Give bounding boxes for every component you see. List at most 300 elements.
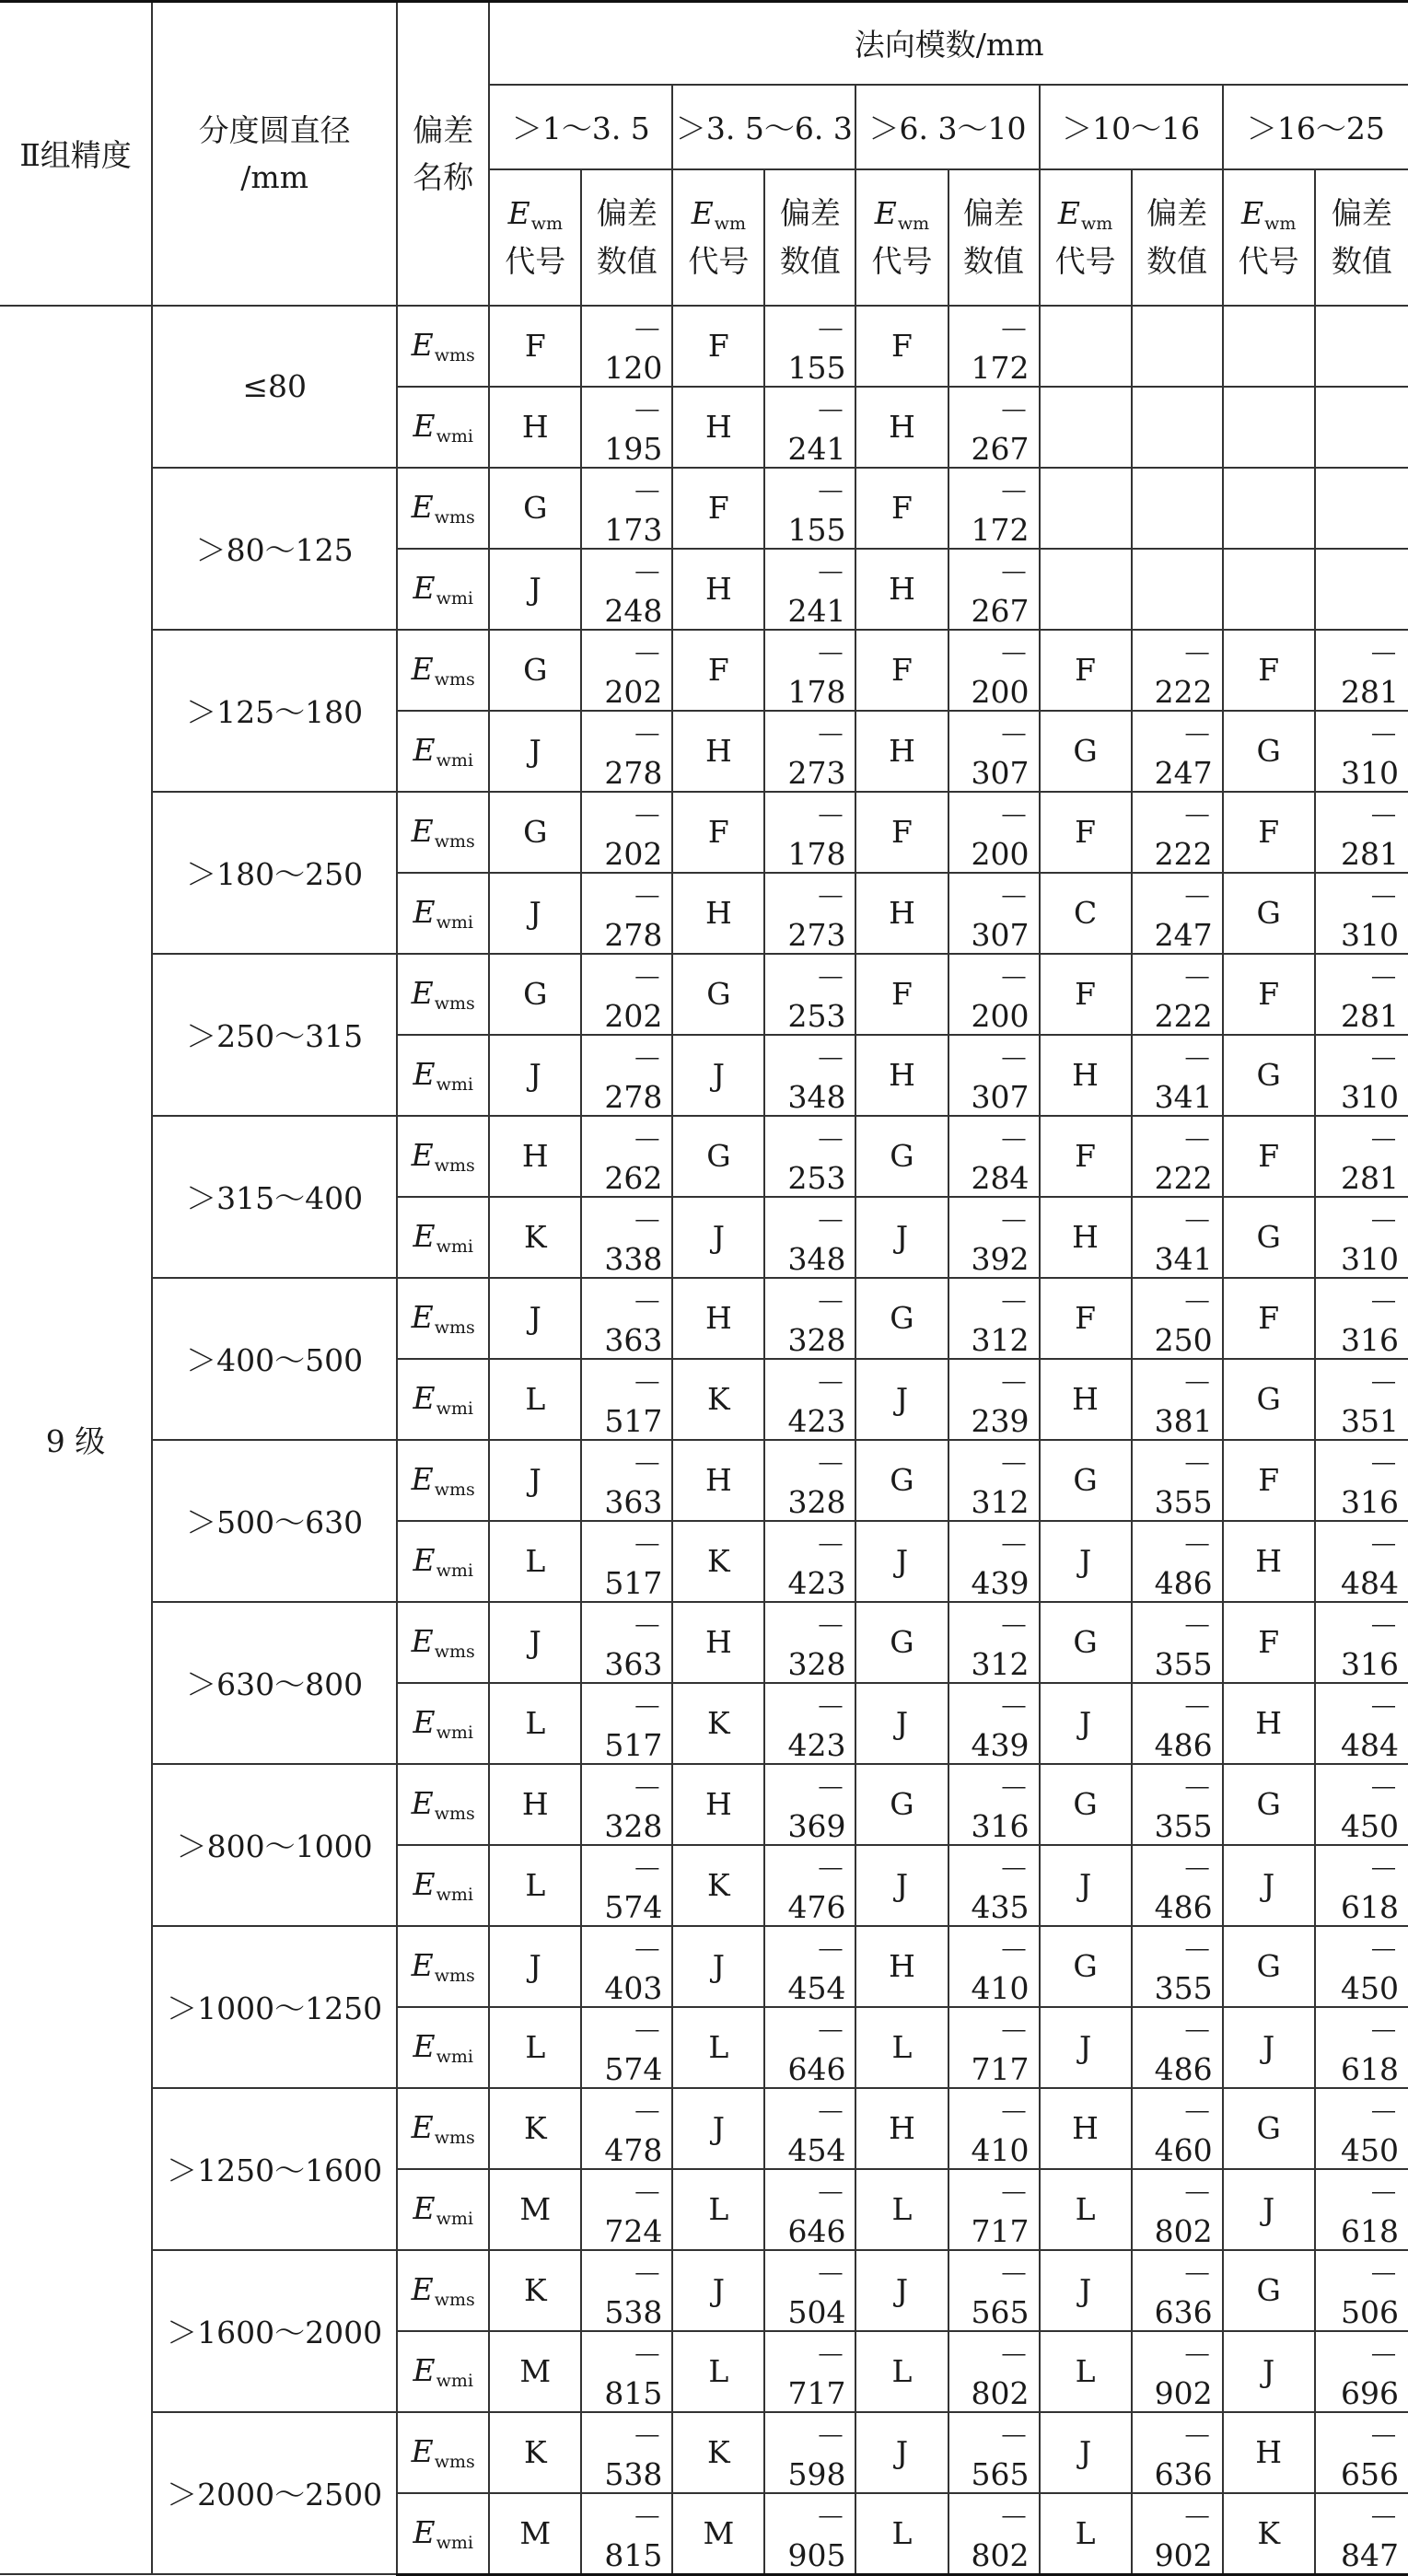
precision-group-header: Ⅱ组精度 [0, 2, 152, 306]
ewms-symbol-letter: E [411, 812, 434, 849]
deviation-code-cell: H [672, 711, 764, 792]
deviation-value-cell: －178 [764, 630, 855, 711]
ewmi-symbol-subscript: wmi [436, 2046, 473, 2067]
code-column-header [855, 169, 948, 306]
module-range-header: ＞6. 3～10 [855, 85, 1039, 169]
value-label-line2: 数值 [963, 242, 1025, 279]
diameter-range-cell: ＞500～630 [152, 1440, 397, 1602]
deviation-code-cell: J [489, 1926, 581, 2007]
deviation-value-cell: －410 [948, 2088, 1040, 2169]
deviation-code-cell: F [855, 306, 948, 387]
deviation-code-cell: L [855, 2493, 948, 2575]
deviation-code-cell: F [855, 792, 948, 873]
deviation-code-cell: H [489, 1764, 581, 1845]
deviation-code-cell: H [855, 711, 948, 792]
deviation-code-cell: F [855, 954, 948, 1035]
ewmi-symbol-subscript: wmi [436, 1884, 473, 1905]
diameter-range-cell: ＞315～400 [152, 1116, 397, 1278]
deviation-code-cell: G [489, 792, 581, 873]
deviation-value-cell: －281 [1315, 954, 1408, 1035]
ewmi-symbol-letter: E [413, 893, 436, 930]
deviation-code-cell: G [489, 630, 581, 711]
deviation-value-cell: －307 [948, 1035, 1040, 1116]
deviation-value-cell: －618 [1315, 2169, 1408, 2250]
ewms-symbol [411, 1622, 475, 1662]
deviation-code-cell: H [672, 873, 764, 954]
ewmi-symbol-letter: E [413, 2351, 436, 2388]
ewms-symbol [411, 974, 475, 1014]
table-row [0, 1116, 1408, 1197]
ewms-symbol-letter: E [411, 1946, 434, 1983]
deviation-code-cell: G [1223, 711, 1315, 792]
deviation-value-cell: －328 [764, 1440, 855, 1521]
deviation-value-cell: －656 [1315, 2412, 1408, 2493]
ewmi-symbol-subscript: wmi [436, 2208, 473, 2229]
ewms-symbol [411, 650, 475, 690]
deviation-value-cell [1132, 306, 1223, 387]
deviation-value-cell: －281 [1315, 1116, 1408, 1197]
deviation-code-cell: K [489, 2412, 581, 2493]
deviation-code-cell: G [1223, 1926, 1315, 2007]
deviation-code-cell: L [855, 2007, 948, 2088]
deviation-code-cell: G [1223, 1035, 1315, 1116]
deviation-code-cell: J [672, 1197, 764, 1278]
value-label-line2: 数值 [1146, 242, 1208, 279]
deviation-value-cell: －316 [1315, 1440, 1408, 1521]
ewmi-symbol [413, 1865, 473, 1905]
deviation-value-cell: －202 [581, 792, 672, 873]
deviation-code-cell: K [672, 1521, 764, 1602]
deviation-value-cell: －439 [948, 1521, 1040, 1602]
deviation-code-cell: L [489, 1521, 581, 1602]
ewm-symbol-letter: E [507, 194, 530, 231]
ewmi-symbol [413, 2351, 473, 2391]
deviation-value-cell: －312 [948, 1278, 1040, 1359]
deviation-value-cell: －278 [581, 873, 672, 954]
ewms-symbol-letter: E [411, 1784, 434, 1821]
ewm-symbol-letter: E [1240, 194, 1264, 231]
ewmi-symbol [413, 1055, 473, 1095]
deviation-value-cell: －369 [764, 1764, 855, 1845]
table-row [0, 1440, 1408, 1521]
deviation-value-cell: －328 [764, 1278, 855, 1359]
ewms-symbol-subscript: wms [434, 992, 475, 1014]
table-row [0, 2250, 1408, 2331]
deviation-value-cell: －348 [764, 1197, 855, 1278]
deviation-code-cell: H [1223, 2412, 1315, 2493]
deviation-code-cell: G [855, 1602, 948, 1683]
ewms-symbol [411, 2432, 475, 2472]
deviation-value-cell: －454 [764, 1926, 855, 2007]
deviation-code-cell: K [672, 2412, 764, 2493]
ewms-symbol [411, 1136, 475, 1176]
ewmi-name-cell [397, 1035, 489, 1116]
ewm-symbol-subscript: wm [1264, 213, 1297, 234]
deviation-value-cell: －341 [1132, 1197, 1223, 1278]
deviation-value-cell: －262 [581, 1116, 672, 1197]
table-row [0, 2088, 1408, 2169]
deviation-code-cell: L [1040, 2493, 1132, 2575]
ewmi-symbol [413, 407, 473, 447]
deviation-code-cell: G [1223, 1359, 1315, 1440]
ewmi-symbol [413, 1703, 473, 1743]
ewmi-symbol-subscript: wmi [436, 1236, 473, 1257]
deviation-code-cell: J [855, 1359, 948, 1440]
deviation-code-cell: H [1223, 1521, 1315, 1602]
deviation-code-cell: G [1040, 1602, 1132, 1683]
ewms-symbol-subscript: wms [434, 668, 475, 690]
deviation-value-cell [1132, 387, 1223, 468]
value-column-header [764, 169, 855, 306]
value-label-line1: 偏差 [1146, 195, 1208, 232]
deviation-value-cell: －348 [764, 1035, 855, 1116]
deviation-name-header [397, 2, 489, 306]
ewmi-name-cell [397, 2007, 489, 2088]
ewmi-symbol-subscript: wmi [436, 911, 473, 933]
value-column-header [581, 169, 672, 306]
ewmi-symbol-subscript: wmi [436, 425, 473, 447]
deviation-value-cell: －574 [581, 2007, 672, 2088]
table-row [0, 2412, 1408, 2493]
deviation-code-cell: H [672, 387, 764, 468]
deviation-value-cell: －636 [1132, 2412, 1223, 2493]
deviation-value-cell: －278 [581, 1035, 672, 1116]
ewm-symbol-letter: E [874, 194, 897, 231]
ewmi-symbol [413, 2189, 473, 2229]
deviation-value-cell: －241 [764, 387, 855, 468]
ewmi-symbol [413, 2513, 473, 2553]
ewms-symbol-letter: E [411, 488, 434, 525]
diameter-range-cell: ＞800～1000 [152, 1764, 397, 1926]
ewms-symbol [411, 1784, 475, 1824]
ewmi-symbol-subscript: wmi [436, 2532, 473, 2553]
ewm-symbol [507, 194, 563, 234]
deviation-value-cell: －724 [581, 2169, 672, 2250]
deviation-code-cell: M [489, 2493, 581, 2575]
deviation-code-cell: L [672, 2169, 764, 2250]
table-row [0, 468, 1408, 549]
module-range-header: ＞16～25 [1223, 85, 1408, 169]
deviation-value-cell: －200 [948, 954, 1040, 1035]
deviation-value-cell: －247 [1132, 873, 1223, 954]
deviation-code-cell: J [489, 1602, 581, 1683]
deviation-value-cell: －905 [764, 2493, 855, 2575]
ewms-symbol-subscript: wms [434, 1155, 475, 1176]
deviation-value-cell [1315, 387, 1408, 468]
deviation-code-cell: J [1223, 2007, 1315, 2088]
deviation-code-cell [1223, 387, 1315, 468]
header-row-top [0, 2, 1408, 85]
deviation-code-cell: G [855, 1764, 948, 1845]
ewms-symbol-subscript: wms [434, 344, 475, 366]
code-label: 代号 [505, 243, 566, 280]
ewms-name-cell [397, 2250, 489, 2331]
ewms-name-cell [397, 630, 489, 711]
deviation-code-cell: L [672, 2331, 764, 2412]
deviation-code-cell: K [672, 1683, 764, 1764]
deviation-value-cell: －565 [948, 2412, 1040, 2493]
deviation-value-cell: －486 [1132, 1683, 1223, 1764]
deviation-value-cell: －802 [1132, 2169, 1223, 2250]
deviation-value-cell: －328 [581, 1764, 672, 1845]
deviation-value-cell: －284 [948, 1116, 1040, 1197]
deviation-value-cell: －363 [581, 1440, 672, 1521]
deviation-value-cell [1315, 468, 1408, 549]
ewms-name-cell [397, 468, 489, 549]
ewmi-name-cell [397, 2331, 489, 2412]
code-column-header [489, 169, 581, 306]
ewms-symbol-subscript: wms [434, 1641, 475, 1662]
deviation-value-cell: －172 [948, 306, 1040, 387]
deviation-value-cell: －696 [1315, 2331, 1408, 2412]
ewms-symbol-letter: E [411, 1460, 434, 1497]
deviation-value-cell: －310 [1315, 873, 1408, 954]
ewm-symbol-letter: E [691, 194, 714, 231]
diameter-range-cell: ＞250～315 [152, 954, 397, 1116]
ewms-name-cell [397, 2412, 489, 2493]
ewmi-name-cell [397, 387, 489, 468]
value-column-header [1315, 169, 1408, 306]
ewms-symbol [411, 2108, 475, 2148]
deviation-code-cell: J [489, 1035, 581, 1116]
ewmi-symbol-letter: E [413, 2513, 436, 2550]
ewmi-symbol-letter: E [413, 731, 436, 768]
deviation-code-cell: J [672, 1926, 764, 2007]
deviation-code-cell: J [1223, 1845, 1315, 1926]
deviation-code-cell: J [1040, 1521, 1132, 1602]
deviation-value-cell: －423 [764, 1359, 855, 1440]
deviation-code-cell: H [855, 387, 948, 468]
ewmi-symbol-subscript: wmi [436, 1560, 473, 1581]
deviation-code-cell: H [1040, 1197, 1132, 1278]
deviation-code-cell: F [1040, 792, 1132, 873]
deviation-value-cell: －476 [764, 1845, 855, 1926]
ewm-symbol-subscript: wm [714, 213, 747, 234]
deviation-value-cell: －717 [764, 2331, 855, 2412]
deviation-value-cell: －423 [764, 1521, 855, 1602]
deviation-name-line2: 名称 [413, 158, 474, 195]
ewmi-symbol-subscript: wmi [436, 587, 473, 609]
deviation-value-cell: －460 [1132, 2088, 1223, 2169]
deviation-code-cell: H [1040, 2088, 1132, 2169]
deviation-value-cell: －486 [1132, 1521, 1223, 1602]
deviation-code-cell: H [672, 1278, 764, 1359]
deviation-code-cell: J [1040, 1683, 1132, 1764]
deviation-code-cell: F [1040, 954, 1132, 1035]
ewms-symbol [411, 812, 475, 852]
deviation-code-cell: F [1223, 630, 1315, 711]
deviation-code-cell: H [672, 1764, 764, 1845]
ewms-name-cell [397, 1764, 489, 1845]
deviation-code-cell: H [1223, 1683, 1315, 1764]
table-row [0, 1602, 1408, 1683]
ewmi-symbol [413, 731, 473, 771]
ewmi-symbol-letter: E [413, 1541, 436, 1578]
deviation-value-cell: －253 [764, 954, 855, 1035]
deviation-value-cell: －155 [764, 468, 855, 549]
ewmi-symbol-letter: E [413, 2027, 436, 2064]
deviation-value-cell: －435 [948, 1845, 1040, 1926]
deviation-code-cell: F [1040, 1278, 1132, 1359]
deviation-code-cell: M [489, 2169, 581, 2250]
ewms-symbol [411, 1946, 475, 1986]
deviation-value-cell: －618 [1315, 1845, 1408, 1926]
deviation-code-cell: G [1223, 1197, 1315, 1278]
deviation-value-cell: －517 [581, 1359, 672, 1440]
deviation-code-cell: G [1040, 1926, 1132, 2007]
deviation-value-cell: －267 [948, 549, 1040, 630]
ewms-symbol-letter: E [411, 2432, 434, 2469]
deviation-value-cell: －247 [1132, 711, 1223, 792]
deviation-code-cell: F [489, 306, 581, 387]
ewmi-symbol-subscript: wmi [436, 2370, 473, 2391]
deviation-value-cell: －178 [764, 792, 855, 873]
deviation-code-cell: H [489, 1116, 581, 1197]
ewmi-symbol [413, 1541, 473, 1581]
code-label: 代号 [871, 243, 933, 280]
deviation-value-cell: －506 [1315, 2250, 1408, 2331]
diameter-range-cell: ＞180～250 [152, 792, 397, 954]
deviation-code-cell: M [672, 2493, 764, 2575]
table-row [0, 1926, 1408, 2007]
deviation-value-cell: －815 [581, 2331, 672, 2412]
deviation-code-cell: H [672, 1602, 764, 1683]
ewms-name-cell [397, 1602, 489, 1683]
deviation-code-cell: F [1223, 1602, 1315, 1683]
deviation-code-cell: J [672, 2088, 764, 2169]
table-row [0, 306, 1408, 387]
deviation-code-cell: F [1223, 792, 1315, 873]
value-label-line2: 数值 [596, 242, 657, 279]
table-row [0, 954, 1408, 1035]
ewmi-symbol-subscript: wmi [436, 1073, 473, 1095]
deviation-code-cell: L [489, 2007, 581, 2088]
deviation-value-cell: －646 [764, 2169, 855, 2250]
ewms-symbol [411, 1298, 475, 1338]
deviation-code-cell: G [1223, 2088, 1315, 2169]
deviation-value-cell: －478 [581, 2088, 672, 2169]
ewms-name-cell [397, 1440, 489, 1521]
deviation-code-cell: G [489, 954, 581, 1035]
deviation-code-cell: J [1040, 2412, 1132, 2493]
deviation-value-cell: －355 [1132, 1926, 1223, 2007]
deviation-value-cell: －450 [1315, 1926, 1408, 2007]
value-label-line2: 数值 [1331, 242, 1392, 279]
deviation-code-cell: J [1223, 2331, 1315, 2412]
deviation-value-cell: －815 [581, 2493, 672, 2575]
deviation-value-cell: －538 [581, 2250, 672, 2331]
ewmi-name-cell [397, 1845, 489, 1926]
deviation-value-cell: －172 [948, 468, 1040, 549]
deviation-value-cell: －316 [1315, 1278, 1408, 1359]
deviation-value-cell: －241 [764, 549, 855, 630]
deviation-value-cell: －200 [948, 630, 1040, 711]
deviation-code-cell: L [489, 1359, 581, 1440]
ewms-name-cell [397, 1116, 489, 1197]
deviation-code-cell [1040, 387, 1132, 468]
ewmi-name-cell [397, 2493, 489, 2575]
ewms-name-cell [397, 792, 489, 873]
deviation-code-cell [1040, 549, 1132, 630]
ewmi-name-cell [397, 1359, 489, 1440]
deviation-value-cell: －439 [948, 1683, 1040, 1764]
deviation-code-cell: G [855, 1116, 948, 1197]
pitch-diameter-header [152, 2, 397, 306]
ewms-name-cell [397, 2088, 489, 2169]
deviation-code-cell: F [1223, 954, 1315, 1035]
deviation-value-cell: －195 [581, 387, 672, 468]
module-range-header: ＞10～16 [1040, 85, 1223, 169]
deviation-code-cell: K [672, 1845, 764, 1926]
code-column-header [1223, 169, 1315, 306]
ewmi-name-cell [397, 1197, 489, 1278]
deviation-value-cell: －847 [1315, 2493, 1408, 2575]
ewms-name-cell [397, 954, 489, 1035]
deviation-value-cell: －222 [1132, 792, 1223, 873]
deviation-value-cell: －646 [764, 2007, 855, 2088]
deviation-value-cell: －902 [1132, 2493, 1223, 2575]
deviation-value-cell: －310 [1315, 1035, 1408, 1116]
ewmi-symbol-letter: E [413, 1055, 436, 1092]
deviation-value-cell [1132, 549, 1223, 630]
deviation-value-cell: －267 [948, 387, 1040, 468]
ewms-symbol-letter: E [411, 326, 434, 363]
deviation-code-cell: J [672, 1035, 764, 1116]
deviation-value-cell: －200 [948, 792, 1040, 873]
ewm-symbol-subscript: wm [1080, 213, 1113, 234]
deviation-value-cell: －450 [1315, 2088, 1408, 2169]
deviation-code-cell: G [1223, 1764, 1315, 1845]
deviation-value-cell: －636 [1132, 2250, 1223, 2331]
deviation-name-line1: 偏差 [413, 111, 474, 148]
deviation-code-cell: M [489, 2331, 581, 2412]
table-row [0, 1278, 1408, 1359]
ewmi-symbol-letter: E [413, 407, 436, 444]
deviation-value-cell: －486 [1132, 1845, 1223, 1926]
deviation-code-cell: J [1040, 1845, 1132, 1926]
deviation-code-cell: G [1040, 1440, 1132, 1521]
deviation-value-cell: －202 [581, 954, 672, 1035]
ewms-symbol-subscript: wms [434, 1317, 475, 1338]
ewms-name-cell [397, 306, 489, 387]
deviation-value-cell: －355 [1132, 1764, 1223, 1845]
diameter-range-cell: ＞125～180 [152, 630, 397, 792]
deviation-code-cell: K [489, 1197, 581, 1278]
deviation-code-cell: H [672, 549, 764, 630]
deviation-code-cell [1040, 306, 1132, 387]
code-column-header [1040, 169, 1132, 306]
deviation-value-cell: －273 [764, 873, 855, 954]
deviation-code-cell: F [1223, 1278, 1315, 1359]
deviation-code-cell: H [489, 387, 581, 468]
deviation-value-cell: －484 [1315, 1683, 1408, 1764]
deviation-value-cell: －484 [1315, 1521, 1408, 1602]
deviation-value-cell: －565 [948, 2250, 1040, 2331]
ewmi-name-cell [397, 711, 489, 792]
deviation-code-cell: J [489, 873, 581, 954]
deviation-code-cell: L [1040, 2331, 1132, 2412]
deviation-value-cell: －278 [581, 711, 672, 792]
deviation-value-cell: －450 [1315, 1764, 1408, 1845]
ewms-symbol-letter: E [411, 974, 434, 1011]
deviation-code-cell: J [1040, 2250, 1132, 2331]
ewm-symbol-subscript: wm [530, 213, 563, 234]
deviation-value-cell: －598 [764, 2412, 855, 2493]
deviation-code-cell: L [489, 1845, 581, 1926]
deviation-value-cell: －222 [1132, 630, 1223, 711]
deviation-value-cell: －717 [948, 2169, 1040, 2250]
deviation-code-cell: K [672, 1359, 764, 1440]
